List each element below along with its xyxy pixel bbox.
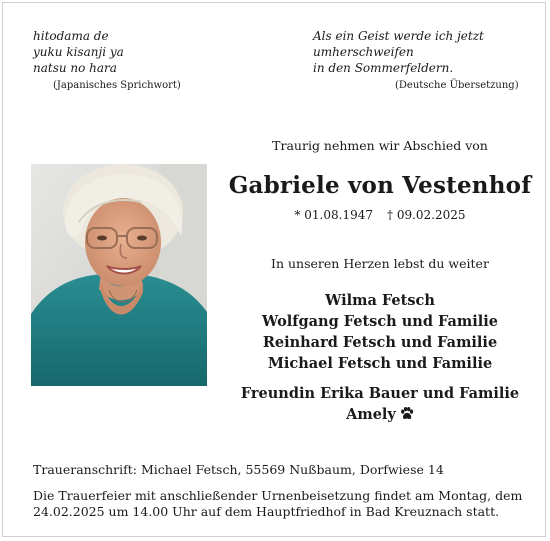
mourner-name: Reinhard Fetsch und Familie (262, 334, 498, 351)
mourner-name: Michael Fetsch und Familie (267, 355, 493, 372)
poem-line: hitodama de (33, 29, 109, 43)
paw-icon (399, 406, 414, 421)
poem-german (313, 28, 519, 93)
funeral-service-info: Die Trauerfeier mit anschließender Urnenbeisetzung findet am Montag, dem 24.02.2025 um 14.00 Uhr auf dem Hauptfriedhof in Bad Kreuznach statt. (33, 488, 523, 519)
poem-japanese (33, 28, 181, 93)
mourner-friend: Freundin Erika Bauer und Familie (240, 385, 520, 402)
poem-source: (Japanisches Sprichwort) (53, 80, 181, 91)
poem-line: umherschweifen (313, 45, 414, 59)
pet-name: Amely (346, 406, 396, 423)
poem-line: Als ein Geist werde ich jetzt (313, 29, 484, 43)
farewell-intro: Traurig nehmen wir Abschied von (272, 138, 488, 153)
death-date: † 09.02.2025 (387, 208, 466, 222)
mourning-address: Traueranschrift: Michael Fetsch, 55569 Nußbaum, Dorfwiese 14 (33, 462, 444, 477)
poem-source: (Deutsche Übersetzung) (395, 80, 519, 91)
deceased-name: Gabriele von Vestenhof (228, 172, 532, 199)
mourner-name: Wolfgang Fetsch und Familie (261, 313, 499, 330)
life-dates (210, 208, 550, 222)
portrait-photo (31, 164, 207, 386)
mourner-name: Wilma Fetsch (325, 292, 435, 309)
mourners-list (210, 290, 550, 425)
poem-line: in den Sommerfeldern. (313, 61, 454, 75)
portrait-image (31, 164, 207, 386)
poem-line: yuku kisanji ya (33, 45, 124, 59)
hearts-phrase: In unseren Herzen lebst du weiter (271, 256, 489, 271)
poem-line: natsu no hara (33, 61, 117, 75)
mourner-pet (210, 404, 550, 425)
birth-date: * 01.08.1947 (294, 208, 373, 222)
